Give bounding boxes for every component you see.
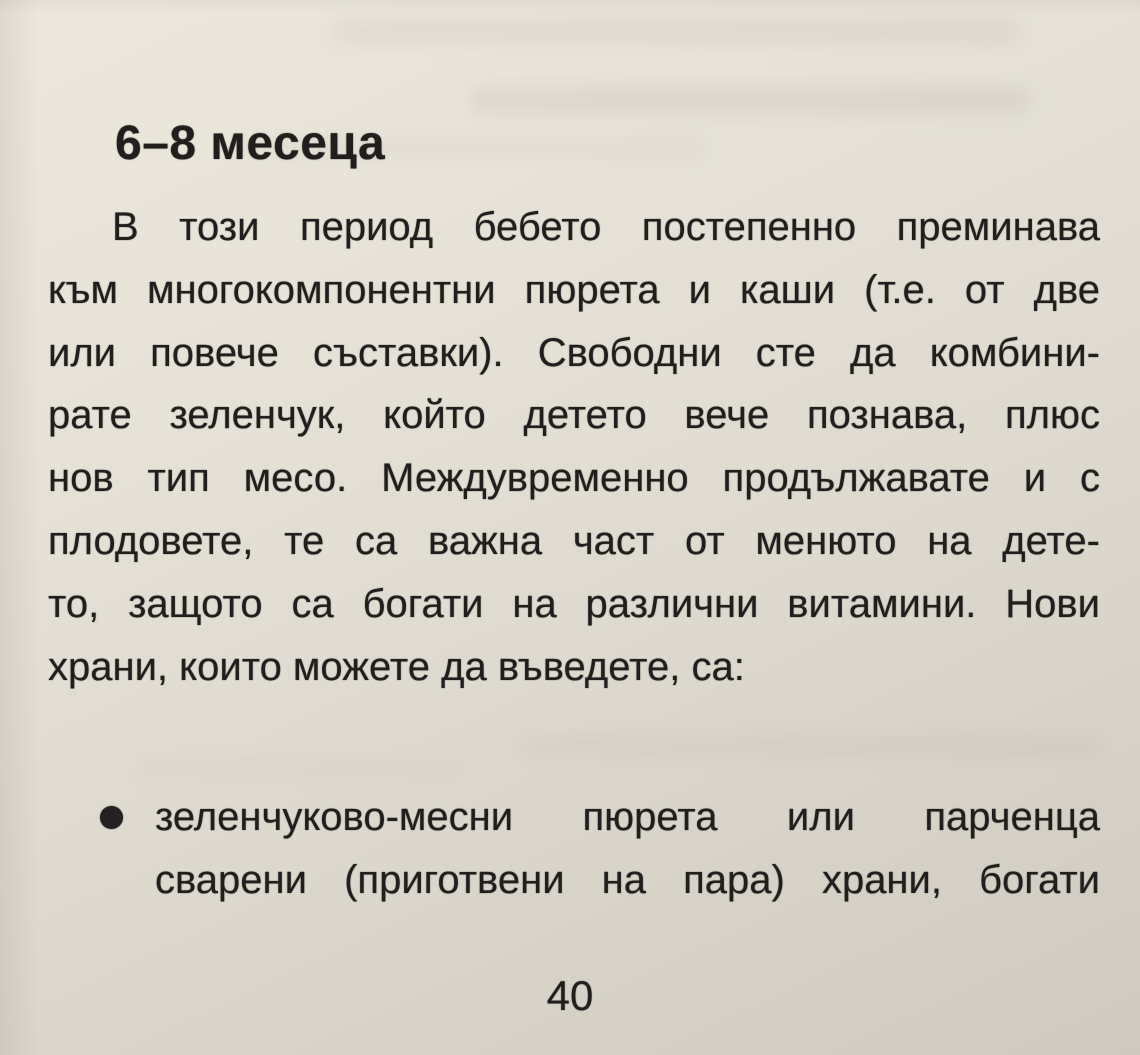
paragraph-line: то, защото са богати на различни витамини. Нови	[48, 581, 1100, 626]
paragraph-line: В този период бебето постепенно преминава	[112, 205, 1100, 249]
bullet-line: сварени (приготвени на пара) храни, богати	[155, 858, 1100, 902]
bullet-line: зеленчуково-месни пюрета или парченца	[155, 795, 1100, 839]
bullet-text	[155, 786, 1100, 912]
section-heading: 6–8 месеца	[115, 117, 386, 171]
page-edge-shadow-left	[0, 0, 40, 1055]
paragraph-line: нов тип месо. Междувременно продължавате и с	[48, 456, 1100, 501]
body-paragraph	[48, 196, 1100, 698]
bleed-through-smudge	[330, 18, 1020, 44]
bleed-through-smudge	[520, 735, 1100, 757]
bleed-through-smudge	[140, 760, 460, 776]
paragraph-line: храни, които можете да въведете, са:	[48, 644, 745, 689]
paragraph-line: рате зеленчук, който детето вече познава, плюс	[48, 393, 1100, 438]
paragraph-line: или повече съставки). Свободни сте да комбини-	[48, 330, 1100, 375]
page-edge-shadow-top	[0, 0, 1140, 14]
paragraph-line: към многокомпонентни пюрета и каши (т.е. от две	[48, 267, 1100, 312]
bullet-icon	[100, 806, 123, 829]
page-number: 40	[546, 972, 594, 1019]
paragraph-line: плодовете, те са важна част от менюто на дете-	[48, 518, 1100, 563]
bleed-through-smudge	[470, 86, 1030, 114]
bullet-list-item	[100, 786, 1100, 912]
